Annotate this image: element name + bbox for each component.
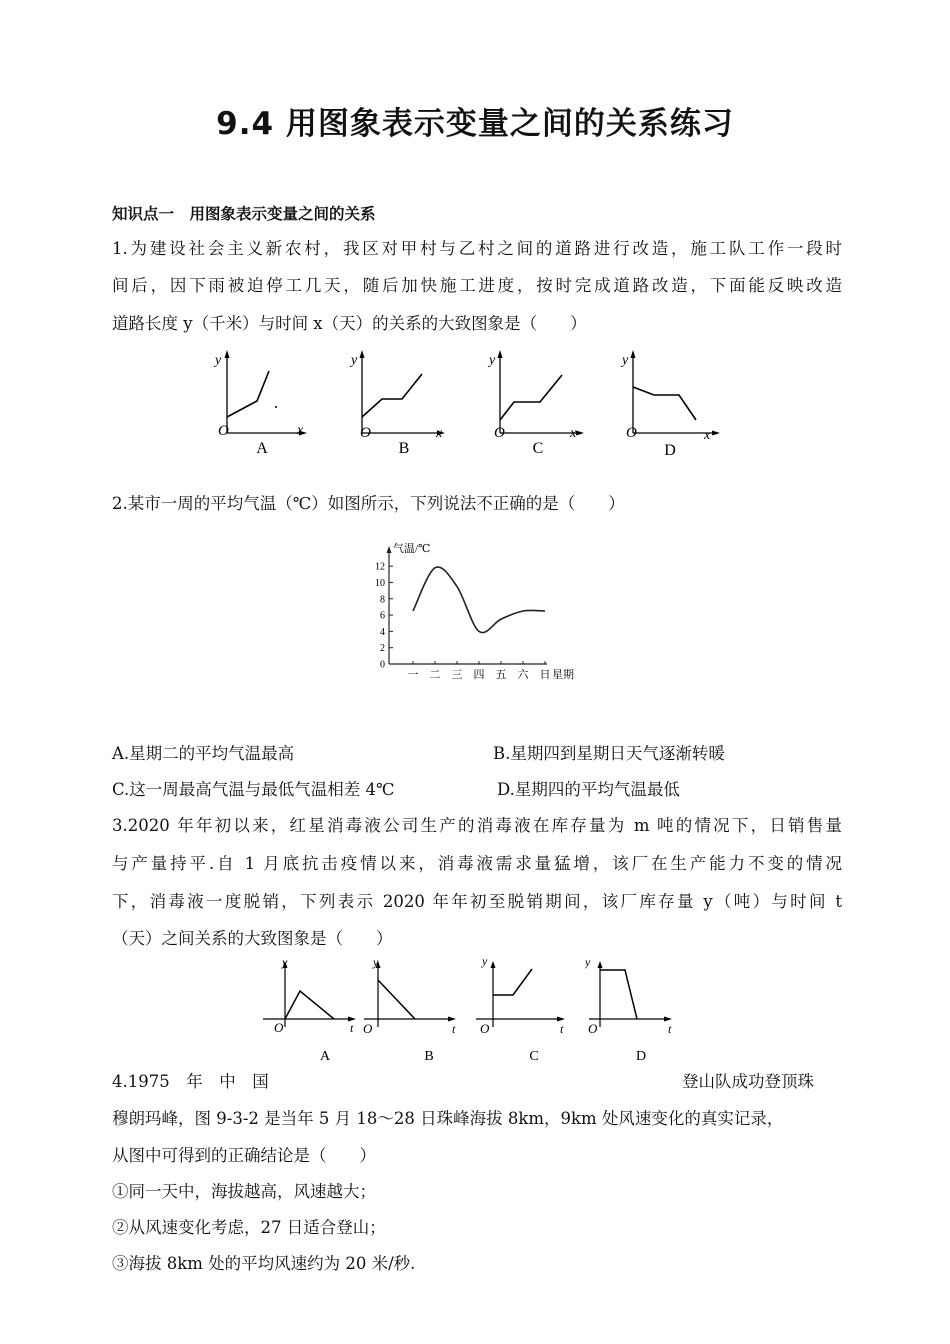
q1-graph-c-label: C [532, 440, 544, 457]
chart-y-tick-label: 0 [380, 659, 385, 671]
q4-statement-1: ①同一天中，海拔越高，风速越大； [112, 1182, 376, 1201]
q1-c-x-label: x [570, 426, 577, 441]
q1-c-y-label: y [489, 353, 496, 368]
q1-b-origin: O [360, 425, 371, 441]
q1-graph-c [475, 345, 595, 460]
q2-stem: 2.某市一周的平均气温（℃）如图所示，下列说法不正确的是（ ） [112, 494, 625, 513]
q3-line-4: （天）之间关系的大致图象是（ ） [112, 929, 393, 948]
q3-a-y-label: y [282, 955, 288, 969]
q3-c-origin: O [480, 1021, 490, 1036]
q1-d-origin: O [626, 425, 637, 441]
q3-c-y-label: y [482, 954, 488, 968]
q3-d-x-label: t [668, 1022, 672, 1036]
q3-graph-c-label: C [529, 1049, 539, 1064]
chart-x-tick-label: 一 [407, 669, 419, 681]
q1-graph-d [612, 345, 732, 460]
q1-d-x-label: x [704, 428, 711, 443]
q1-graph-b-label: B [398, 440, 410, 457]
q1-graph-d-label: D [664, 442, 676, 459]
q3-d-y-label: y [585, 955, 591, 969]
q1-line-1: 1.为建设社会主义新农村，我区对甲村与乙村之间的道路进行改造，施工队工作一段时 [112, 239, 842, 258]
q1-line-2: 间后，因下雨被迫停工几天，随后加快施工进度，按时完成道路改造，下面能反映改造 [112, 276, 842, 295]
chart-x-tick-label: 三 [451, 669, 463, 681]
q4-line-1-left: 4.1975 年 中 国 [112, 1072, 269, 1091]
q3-graph-b-label: B [424, 1049, 434, 1064]
q2-option-b: B.星期四到星期日天气逐渐转暖 [493, 744, 725, 763]
chart-y-arrow [387, 546, 392, 553]
temperature-chart [365, 538, 585, 688]
section-heading: 知识点一 用图象表示变量之间的关系 [112, 205, 376, 223]
q2-option-d: D.星期四的平均气温最低 [497, 780, 680, 799]
q4-line-1-right: 登山队成功登顶珠 [682, 1072, 814, 1091]
q4-line-3: 从图中可得到的正确结论是（ ） [112, 1146, 376, 1165]
q3-line-1: 3.2020 年年初以来，红星消毒液公司生产的消毒液在库存量为 m 吨的情况下，日销售量 [112, 816, 842, 835]
q1-graph-a [200, 345, 320, 460]
q2-option-c: C.这一周最高气温与最低气温相差 4℃ [112, 780, 395, 799]
chart-x-tick-label: 四 [473, 669, 485, 681]
q3-a-origin: O [274, 1020, 284, 1035]
chart-x-tick-label: 六 [517, 669, 529, 681]
page-title: 9.4 用图象表示变量之间的关系练习 [216, 106, 734, 142]
q1-a-origin: O [218, 423, 229, 439]
q1-line-3: 道路长度 y（千米）与时间 x（天）的关系的大致图象是（ ） [112, 314, 587, 333]
q1-c-origin: O [494, 425, 505, 441]
temperature-series-line [413, 567, 545, 633]
chart-y-tick-label: 10 [375, 577, 385, 589]
q4-statement-2: ②从风速变化考虑，27 日适合登山； [112, 1218, 386, 1237]
q3-graph-c [472, 952, 584, 1064]
q1-b-x-label: x [436, 426, 443, 441]
q1-graph-b [338, 345, 458, 460]
chart-y-tick-label: 6 [380, 610, 385, 622]
q1-d-y-label: y [622, 353, 629, 368]
chart-y-axis-label: 气温/℃ [393, 543, 431, 555]
q3-graph-a [258, 952, 370, 1064]
q1-b-y-label: y [351, 353, 358, 368]
q4-statement-3: ③海拔 8km 处的平均风速约为 20 米/秒. [112, 1254, 416, 1273]
chart-x-tick-label: 日 [539, 669, 551, 681]
q3-b-y-label: y [373, 955, 379, 969]
q1-a-x-label: x [297, 423, 304, 438]
chart-y-tick-label: 2 [380, 643, 385, 655]
q3-line-3: 下，消毒液一度脱销，下列表示 2020 年年初至脱销期间，该厂库存量 y（吨）与时间 t [112, 892, 842, 911]
q3-graph-a-label: A [319, 1049, 331, 1064]
q3-a-x-label: t [350, 1021, 354, 1035]
q3-graph-b [360, 952, 472, 1064]
q3-graph-d [585, 952, 697, 1064]
q3-graph-d-label: D [635, 1049, 647, 1064]
chart-y-tick-label: 12 [375, 561, 385, 573]
q3-c-x-label: t [560, 1022, 564, 1036]
chart-x-tick-label: 五 [495, 669, 507, 681]
chart-y-tick-label: 8 [380, 594, 385, 606]
chart-x-axis-label: 星期 [552, 669, 574, 681]
q3-d-origin: O [588, 1021, 598, 1036]
q1-a-y-label: y [215, 353, 222, 368]
chart-x-tick-label: 二 [429, 669, 441, 681]
q3-b-x-label: t [452, 1022, 456, 1036]
q2-option-a: A.星期二的平均气温最高 [112, 744, 295, 763]
q3-b-origin: O [363, 1021, 373, 1036]
q3-line-2: 与产量持平.自 1 月底抗击疫情以来，消毒液需求量猛增，该厂在生产能力不变的情况 [112, 854, 842, 873]
chart-y-tick-label: 4 [380, 626, 385, 638]
q4-line-2: 穆朗玛峰，图 9-3-2 是当年 5 月 18～28 日珠峰海拔 8km，9km 处风速变化的真实记录， [112, 1109, 784, 1128]
q1-graph-a-label: A [256, 440, 268, 457]
